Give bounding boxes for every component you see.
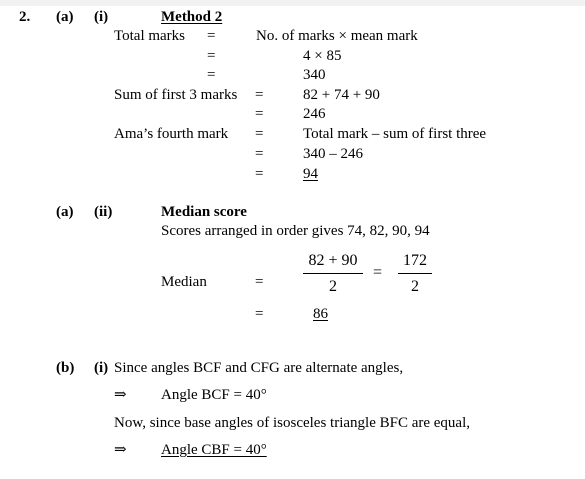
part-a-label: (a)	[56, 9, 74, 25]
question-number: 2.	[19, 9, 31, 25]
angle-cbf-result: Angle CBF = 40°	[161, 442, 267, 458]
fraction-bar	[398, 273, 432, 274]
part-i-label: (i)	[94, 360, 109, 376]
part-b-label: (b)	[56, 360, 75, 376]
fourth-mark-substitution: 340 – 246	[303, 146, 363, 162]
equals-sign: =	[255, 274, 264, 290]
alternate-angles-statement: Since angles BCF and CFG are alternate angles,	[114, 360, 404, 376]
sum-first-three-label: Sum of first 3 marks	[114, 87, 238, 103]
fraction-numerator: 172	[403, 252, 427, 269]
angle-bcf-result: Angle BCF = 40°	[161, 387, 267, 403]
sum-first-three-result: 246	[303, 106, 326, 122]
equals-sign: =	[207, 48, 216, 64]
fraction-denominator: 2	[411, 278, 419, 295]
equals-sign: =	[255, 166, 264, 182]
sum-first-three-expression: 82 + 74 + 90	[303, 87, 380, 103]
scores-arranged-text: Scores arranged in order gives 74, 82, 90, 94	[161, 223, 430, 239]
equals-sign: =	[373, 264, 383, 281]
top-divider	[0, 0, 585, 6]
method-title: Method 2	[161, 9, 223, 25]
equals-sign: =	[207, 67, 216, 83]
fraction-bar	[303, 273, 363, 274]
equals-sign: =	[255, 306, 264, 322]
total-marks-formula: No. of marks × mean mark	[256, 28, 418, 44]
equals-sign: =	[255, 126, 264, 142]
equals-sign: =	[255, 106, 264, 122]
isosceles-statement: Now, since base angles of isosceles triangle BFC are equal,	[114, 415, 471, 431]
implies-icon: ⇒	[114, 387, 127, 403]
fourth-mark-result: 94	[303, 166, 318, 182]
fraction-numerator: 82 + 90	[308, 252, 358, 269]
total-marks-label: Total marks	[114, 28, 186, 44]
median-label: Median	[161, 274, 207, 290]
fourth-mark-formula: Total mark – sum of first three	[303, 126, 487, 142]
part-ii-label: (ii)	[94, 204, 113, 220]
equals-sign: =	[255, 146, 264, 162]
total-marks-result: 340	[303, 67, 326, 83]
fourth-mark-label: Ama’s fourth mark	[114, 126, 229, 142]
fraction-denominator: 2	[329, 278, 337, 295]
equals-sign: =	[255, 87, 264, 103]
median-result: 86	[313, 306, 328, 322]
implies-icon: ⇒	[114, 442, 127, 458]
part-a-label: (a)	[56, 204, 74, 220]
equals-sign: =	[207, 28, 216, 44]
total-marks-substitution: 4 × 85	[303, 48, 342, 64]
median-title: Median score	[161, 204, 247, 220]
part-i-label: (i)	[94, 9, 109, 25]
